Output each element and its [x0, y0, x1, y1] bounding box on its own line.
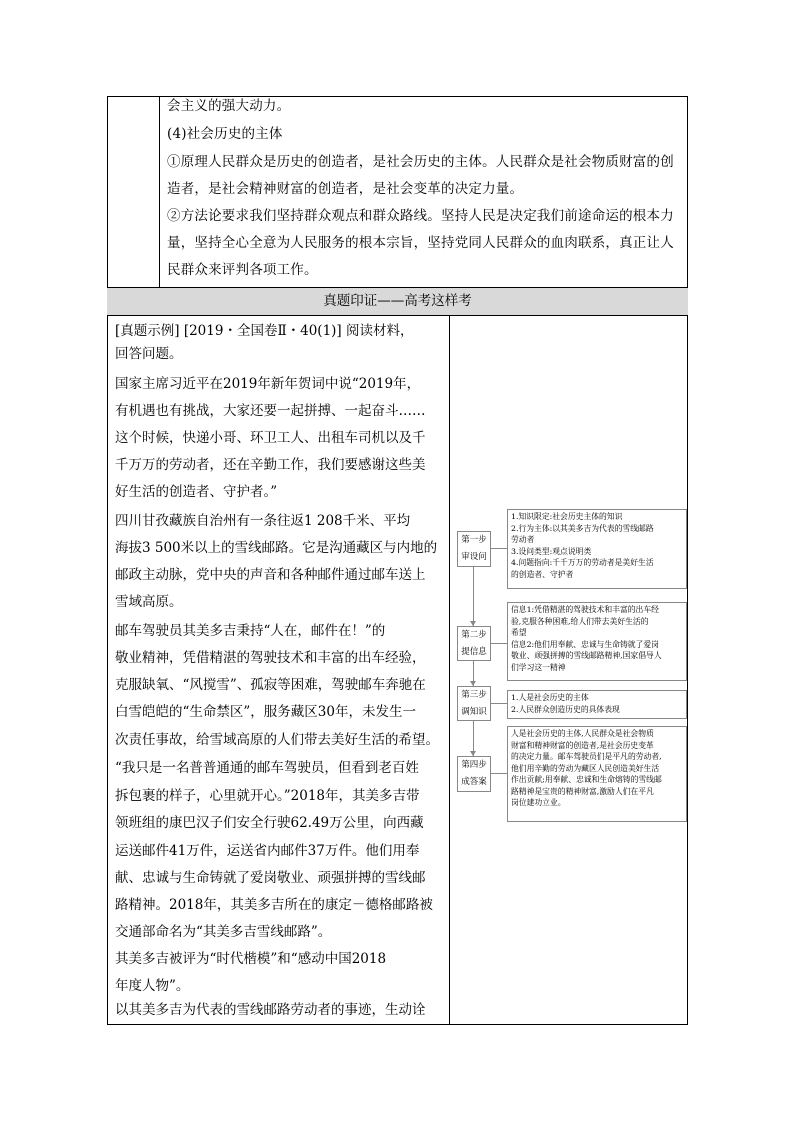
- content-line: 的决定力量。邮车驾驶员们是平凡的劳动者,: [511, 752, 662, 761]
- content-line: 1.知识限定:社会历史主体的知识: [511, 512, 623, 521]
- content-line: 1.人是社会历史的主体: [511, 693, 589, 702]
- step-1-content-box: [507, 509, 687, 589]
- content-line: 验,克服各种困难,给人们带去美好生活的: [511, 616, 649, 626]
- passage-line: 交通部命名为“其美多吉雪线邮路”。: [115, 924, 332, 940]
- step-label: 成答案: [461, 777, 487, 787]
- text-line: 造者，是社会精神财富的创造者，是社会变革的决定力量。: [167, 181, 524, 197]
- step-label: 调知识: [461, 707, 487, 717]
- passage-line: 领班组的康巴汉子们安全行驶62.49万公里，向西藏: [115, 815, 424, 831]
- step-2: [457, 626, 491, 661]
- passage-line: 有机遇也有挑战，大家还要一起拼搏、一起奋斗……: [115, 403, 426, 419]
- text-line: 民群众来评判各项工作。: [167, 262, 318, 278]
- passage-line: 路精神。2018年，其美多吉所在的康定－德格邮路被: [115, 897, 433, 913]
- content-line: 2.人民群众创造历史的具体表现: [511, 704, 620, 714]
- text-line: 会主义的强大动力。: [167, 98, 291, 114]
- passage-line: 邮政主动脉，党中央的声音和各种邮件通过邮车送上: [115, 567, 426, 583]
- step-4-content-box: [507, 726, 687, 822]
- passage-line: 白雪皑皑的“生命禁区”，服务藏区30年，未发生一: [115, 704, 416, 720]
- content-line: 2.行为主体:以其美多吉为代表的雪线邮路: [511, 523, 654, 533]
- section-title: 真题印证——高考这样考: [323, 293, 472, 309]
- content-line: 信息1:凭借精湛的驾驶技术和丰富的出车经: [511, 605, 659, 614]
- flow-connector: [473, 567, 474, 626]
- passage-line: 这个时候，快递小哥、环卫工人、出租车司机以及千: [115, 430, 426, 446]
- content-line: 路精神是宝贵的精神财富,激励人们在平凡: [511, 786, 654, 796]
- passage-line: 回答问题。: [115, 346, 183, 362]
- passage-line: 海拔3 500米以上的雪线邮路。它是沟通藏区与内地的: [115, 540, 438, 556]
- passage-line: 其美多吉被评为“时代楷模”和“感动中国2018: [115, 951, 387, 967]
- step-number: 第四步: [461, 760, 487, 770]
- content-line: 他们用辛勤的劳动为藏区人民创造美好生活: [511, 763, 660, 773]
- content-line: 希望: [511, 628, 527, 637]
- step-number: 第一步: [461, 535, 487, 545]
- passage-line: 敬业精神，凭借精湛的驾驶技术和丰富的出车经验，: [115, 650, 426, 666]
- passage-line: 千万万的劳动者，还在辛勤工作，我们要感谢这些美: [115, 457, 426, 473]
- passage-line: 雪域高原。: [115, 594, 183, 610]
- step-label: 审设问: [461, 552, 487, 562]
- text-line: ②方法论要求我们坚持群众观点和群众路线。坚持人民是决定我们前途命运的根本力: [167, 208, 674, 224]
- passage-line: 运送邮件41万件，运送省内邮件37万件。他们用奉: [115, 843, 420, 859]
- text-line: 量，坚持全心全意为人民服务的根本宗旨，坚持党同人民群众的血肉联系，真正让人: [167, 235, 674, 251]
- content-line: 财富和精神财富的创造者,是社会历史变革: [511, 740, 654, 750]
- text-line: (4)社会历史的主体: [167, 126, 283, 142]
- text-line: ①原理人民群众是历史的创造者，是社会历史的主体。人民群众是社会物质财富的创: [167, 154, 674, 170]
- passage-line: 克服缺氧、“风搅雪”、孤寂等困难，驾驶邮车奔驰在: [115, 677, 426, 693]
- passage-line: “我只是一名普普通通的邮车驾驶员，但看到老百姓: [115, 760, 419, 776]
- passage-line: 邮车驾驶员其美多吉秉持“人在，邮件在！”的: [115, 623, 386, 639]
- step-label: 提信息: [461, 647, 487, 657]
- upper-table-divider: [159, 96, 160, 288]
- content-line: 的创造者、守护者: [511, 569, 574, 579]
- content-line: 作出贡献;用奉献、忠诚和生命熔铸的雪线邮: [511, 775, 662, 784]
- content-line: 4.问题指向:千千万万的劳动者是美好生活: [511, 558, 654, 567]
- content-line: 信息2:他们用奉献、忠诚与生命铸就了爱岗: [511, 639, 659, 649]
- step-2-content-box: [507, 602, 687, 681]
- content-line: 敬业、顽强拼搏的雪线邮路精神,国家倡导人: [511, 651, 662, 660]
- passage-line: 国家主席习近平在2019年新年贺词中说“2019年，: [115, 376, 421, 392]
- content-line: 劳动者: [511, 535, 535, 544]
- step-3: [457, 686, 491, 721]
- passage-line: 好生活的创造者、守护者。”: [115, 484, 278, 500]
- step-number: 第二步: [461, 630, 487, 640]
- passage-line: 四川甘孜藏族自治州有一条往返1 208千米、平均: [115, 513, 411, 529]
- content-line: 3.设问类型:观点说明类: [511, 546, 592, 556]
- step-3-content-box: [507, 690, 687, 719]
- content-line: 们学习这一精神: [511, 662, 566, 672]
- content-line: 岗位建功立业。: [511, 798, 566, 807]
- lower-table-divider: [449, 315, 450, 1025]
- passage-line: [真题示例] [2019・全国卷Ⅱ・40(1)] 阅读材料，: [115, 323, 414, 339]
- content-line: 人是社会历史的主体,人民群众是社会物质: [511, 729, 654, 738]
- passage-line: 拆包裹的样子，心里就开心。”2018年，其美多吉带: [115, 788, 420, 804]
- section-header-bar: [107, 287, 688, 316]
- step-4: [457, 756, 491, 792]
- step-number: 第三步: [461, 690, 487, 700]
- passage-line: 以其美多吉为代表的雪线邮路劳动者的事迹，生动诠: [115, 1002, 426, 1018]
- passage-line: 年度人物”。: [115, 978, 190, 994]
- passage-line: 次责任事故，给雪域高原的人们带去美好生活的希望。: [115, 732, 439, 748]
- step-1: [457, 531, 491, 567]
- passage-line: 献、忠诚与生命铸就了爱岗敬业、顽强拼搏的雪线邮: [115, 870, 426, 886]
